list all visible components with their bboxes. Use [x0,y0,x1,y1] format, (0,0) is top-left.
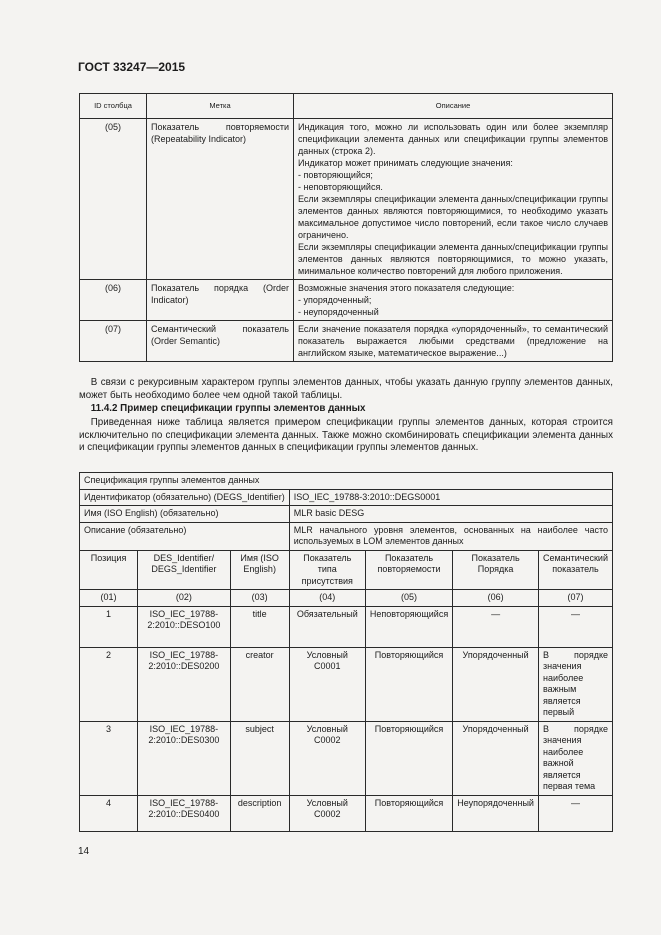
cell-name: creator [230,647,289,721]
cell-identifier: ISO_IEC_19788-2:2010::DES0200 [138,647,231,721]
table-row [80,321,613,362]
desc-line: - повторяющийся; [298,170,373,180]
desc-line: - неповторяющийся. [298,182,383,192]
data-element-group-spec-table [79,472,613,832]
header-id: ID столбца [80,94,147,119]
header-label: Метка [147,94,294,119]
col-header: Имя (ISO English) [230,550,289,590]
meta-key: Описание (обязательно) [80,522,290,550]
cell-order: Упорядоченный [453,721,539,795]
meta-value: MLR basic DESG [289,506,612,523]
col-header: Семантический показатель [538,550,612,590]
meta-value: ISO_IEC_19788-3:2010::DEGS0001 [289,489,612,506]
row-id: (06) [80,280,147,321]
col-code: (01) [80,590,138,607]
cell-presence: Условный C0002 [289,721,365,795]
cell-semantic: — [538,606,612,647]
desc-line: - упорядоченный; [298,295,372,305]
desc-line: Индикация того, можно ли использовать один или более экземпляр спецификации элемента данных или спецификации группы элементов данных (строка 2). [298,122,608,156]
paragraph-example: Приведенная ниже таблица является примером спецификации группы элементов данных, которая строится исключительно по спецификации элемента данных. Также можно скомбинировать спецификации элемента данных и спецификации группы элементов данных в спецификации группы элементов данных. [79,417,613,454]
col-code: (03) [230,590,289,607]
col-header: Показатель типа присутствия [289,550,365,590]
cell-presence: Условный C0001 [289,647,365,721]
cell-name: description [230,795,289,831]
table-row [80,647,613,721]
cell-identifier: ISO_IEC_19788-2:2010::DES0400 [138,795,231,831]
cell-name: subject [230,721,289,795]
col-code: (05) [365,590,452,607]
cell-order: Неупорядоченный [453,795,539,831]
row-id: (05) [80,119,147,280]
col-code: (04) [289,590,365,607]
cell-identifier: ISO_IEC_19788-2:2010::DES0300 [138,721,231,795]
desc-line: Если значение показателя порядка «упорядоченный», то семантический показатель выражается любыми средствами (предложение на английском языке, математическое выражение...) [298,324,608,358]
cell-order: Упорядоченный [453,647,539,721]
cell-semantic: В порядке значения наиболее важной является первая тема [538,721,612,795]
col-header: Позиция [80,550,138,590]
cell-semantic: В порядке значения наиболее важным является первый [538,647,612,721]
desc-line: - неупорядоченный [298,307,379,317]
cell-order: — [453,606,539,647]
meta-row [80,506,613,523]
cell-repeatability: Повторяющийся [365,721,452,795]
cell-presence: Условный C0002 [289,795,365,831]
cell-position: 3 [80,721,138,795]
paragraph-recursive: В связи с рекурсивным характером группы элементов данных, чтобы указать данную группу элементов данных, может быть необходимо более чем одной такой таблицы. [79,377,613,401]
table-row [80,280,613,321]
desc-line: Индикатор может принимать следующие значения: [298,158,513,168]
meta-row [80,489,613,506]
cell-repeatability: Неповторяющийся [365,606,452,647]
desc-line: Если экземпляры спецификации элемента данных/спецификации группы элементов данных являются повторяющимися, то можно указать, минимальное количество повторений для любого приложения. [298,242,608,276]
cell-name: title [230,606,289,647]
standard-number: ГОСТ 33247—2015 [78,60,186,74]
row-description [294,321,613,362]
table-row [80,606,613,647]
meta-key: Идентификатор (обязательно) (DEGS_Identifier) [80,489,290,506]
page-number: 14 [78,846,90,857]
col-header: DES_Identifier/ DEGS_Identifier [138,550,231,590]
col-header: Показатель повторяемости [365,550,452,590]
column-code-row [80,590,613,607]
cell-repeatability: Повторяющийся [365,647,452,721]
row-description [294,280,613,321]
col-code: (07) [538,590,612,607]
row-id: (07) [80,321,147,362]
desc-line: Если экземпляры спецификации элемента данных/спецификации группы элементов данных являются повторяющимися, то необходимо указать максимальное допустимое число повторений, если такое число случаев ограничено. [298,194,608,240]
header-description: Описание [294,94,613,119]
row-description [294,119,613,280]
meta-value: MLR начального уровня элементов, основанных на наиболее часто используемых в LOM элементов данных [289,522,612,550]
table-row [80,795,613,831]
row-label: Семантический показатель (Order Semantic) [147,321,294,362]
meta-key: Имя (ISO English) (обязательно) [80,506,290,523]
desc-line: Возможные значения этого показателя следующие: [298,283,515,293]
cell-position: 2 [80,647,138,721]
table-row [80,721,613,795]
row-label: Показатель повторяемости (Repeatability Indicator) [147,119,294,280]
cell-position: 4 [80,795,138,831]
spec-title: Спецификация группы элементов данных [80,473,613,490]
col-header: Показатель Порядка [453,550,539,590]
cell-presence: Обязательный [289,606,365,647]
cell-identifier: ISO_IEC_19788-2:2010::DESO100 [138,606,231,647]
col-code: (06) [453,590,539,607]
table-header-row [80,94,613,119]
cell-repeatability: Повторяющийся [365,795,452,831]
col-code: (02) [138,590,231,607]
cell-position: 1 [80,606,138,647]
columns-description-table [79,93,613,362]
meta-row [80,522,613,550]
section-heading: 11.4.2 Пример спецификации группы элементов данных [90,403,366,414]
table-row [80,119,613,280]
row-label: Показатель порядка (Order Indicator) [147,280,294,321]
column-header-row [80,550,613,590]
cell-semantic: — [538,795,612,831]
